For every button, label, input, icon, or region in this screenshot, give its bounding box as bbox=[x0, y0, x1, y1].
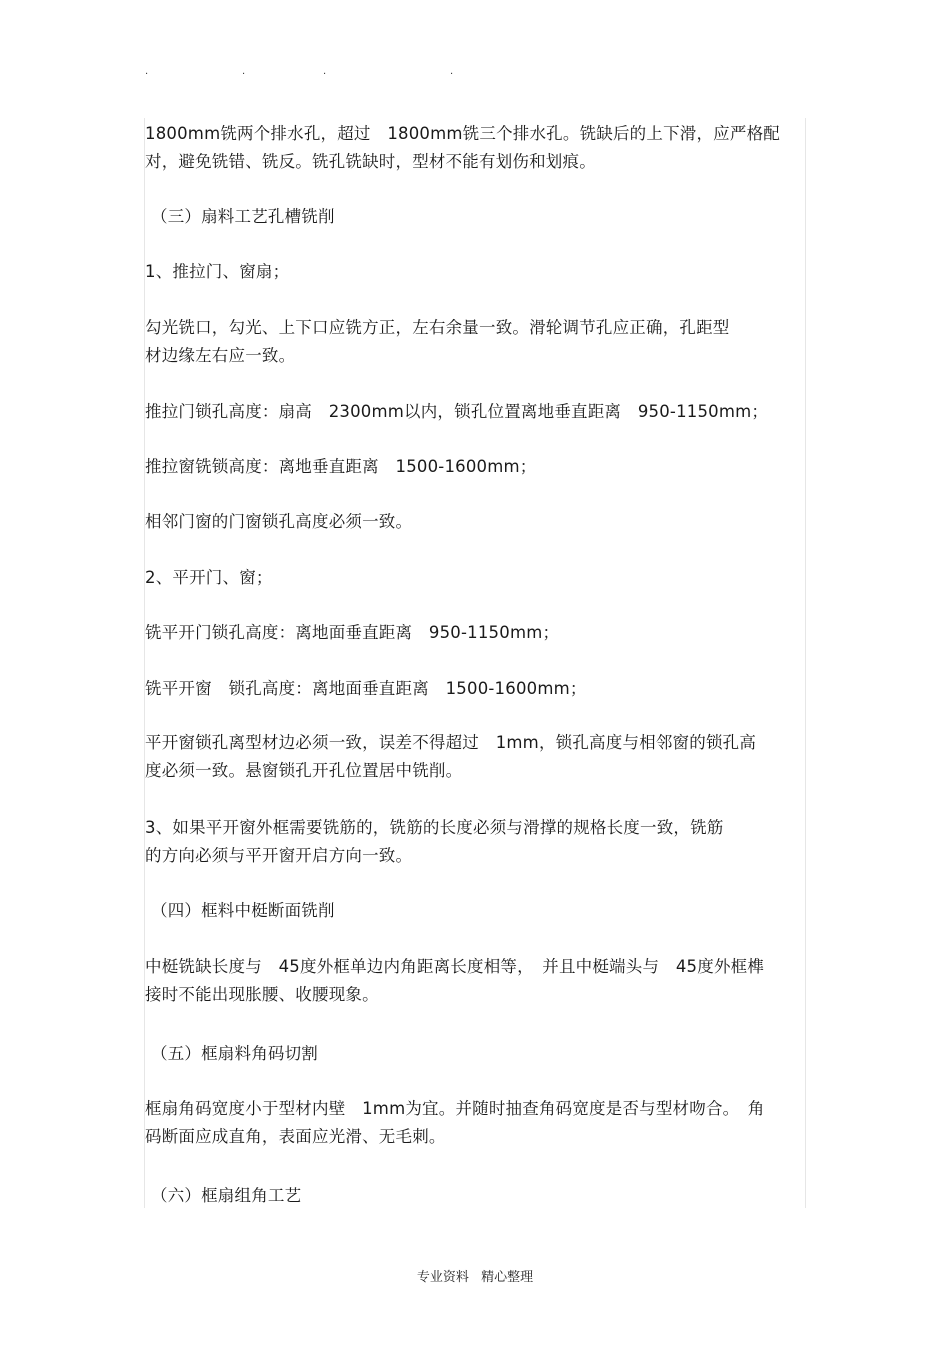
text-line: 的方向必须与平开窗开启方向一致。 bbox=[145, 846, 413, 865]
paragraph-casement-tolerance bbox=[145, 729, 807, 785]
header-dot: . bbox=[145, 66, 149, 77]
subheading-sliding bbox=[145, 258, 807, 286]
paragraph-corner-cleat bbox=[145, 1095, 807, 1151]
document-body bbox=[144, 118, 806, 1208]
subheading-casement bbox=[145, 564, 807, 592]
text-line: 推拉门锁孔高度：扇高 2300mm以内，锁孔位置离地垂直距离 950-1150mm； bbox=[145, 402, 769, 421]
text-line: 对，避免铣错、铣反。铣孔铣缺时，型材不能有划伤和划痕。 bbox=[145, 152, 596, 171]
subheading-text: 1、推拉门、窗扇； bbox=[145, 262, 290, 281]
text-line: 3、如果平开窗外框需要铣筋的，铣筋的长度必须与滑撑的规格长度一致，铣筋 bbox=[145, 818, 724, 837]
text-line: 接时不能出现胀腰、收腰现象。 bbox=[145, 985, 379, 1004]
text-line: 铣平开门锁孔高度：离地面垂直距离 950-1150mm； bbox=[145, 623, 560, 642]
paragraph-mullion bbox=[145, 953, 807, 1009]
header-dot: . bbox=[450, 66, 454, 77]
header-dots bbox=[0, 66, 950, 80]
text-line: 相邻门窗的门窗锁孔高度必须一致。 bbox=[145, 512, 413, 531]
heading-text: （三）扇料工艺孔槽铣削 bbox=[151, 207, 335, 226]
footer-right-text: 精心整理 bbox=[481, 1270, 534, 1285]
heading-text: （六）框扇组角工艺 bbox=[151, 1186, 302, 1205]
paragraph-sliding-window-lock bbox=[145, 453, 807, 481]
section-heading-5 bbox=[145, 1040, 813, 1068]
text-line: 推拉窗铣锁高度：离地垂直距离 1500-1600mm； bbox=[145, 457, 537, 476]
subheading-text: 2、平开门、窗； bbox=[145, 568, 273, 587]
text-line: 勾光铣口，勾光、上下口应铣方正，左右余量一致。滑轮调节孔应正确，孔距型 bbox=[145, 318, 730, 337]
header-dot: . bbox=[323, 66, 327, 77]
heading-text: （五）框扇料角码切割 bbox=[151, 1044, 318, 1063]
paragraph-casement-door-lock bbox=[145, 619, 807, 647]
text-line: 框扇角码宽度小于型材内壁 1mm为宜。并随时抽查角码宽度是否与型材吻合。 角 bbox=[145, 1099, 765, 1118]
section-heading-3 bbox=[145, 203, 813, 231]
text-line: 1800mm铣两个排水孔，超过 1800mm铣三个排水孔。铣缺后的上下滑，应严格配 bbox=[145, 124, 780, 143]
footer-left-text: 专业资料 bbox=[416, 1270, 469, 1285]
heading-text: （四）框料中梃断面铣削 bbox=[151, 901, 335, 920]
text-line: 材边缘左右应一致。 bbox=[145, 346, 296, 365]
text-line: 度必须一致。悬窗锁孔开孔位置居中铣削。 bbox=[145, 761, 463, 780]
text-line: 码断面应成直角，表面应光滑、无毛刺。 bbox=[145, 1127, 446, 1146]
paragraph-rib-milling bbox=[145, 814, 807, 870]
paragraph-milling bbox=[145, 314, 807, 370]
text-line: 铣平开窗 锁孔高度：离地面垂直距离 1500-1600mm； bbox=[145, 679, 587, 698]
page-footer bbox=[0, 1266, 950, 1285]
paragraph-sliding-door-lock bbox=[145, 398, 807, 426]
text-line: 平开窗锁孔离型材边必须一致，误差不得超过 1mm，锁孔高度与相邻窗的锁孔高 bbox=[145, 733, 757, 752]
text-line: 中梃铣缺长度与 45度外框单边内角距离长度相等， 并且中梃端头与 45度外框榫 bbox=[145, 957, 765, 976]
paragraph-casement-window-lock bbox=[145, 675, 807, 703]
paragraph-drainage-holes bbox=[145, 120, 807, 176]
section-heading-4 bbox=[145, 897, 813, 925]
header-dot: . bbox=[242, 66, 246, 77]
paragraph-adjacent-lock bbox=[145, 508, 807, 536]
section-heading-6 bbox=[145, 1182, 813, 1210]
